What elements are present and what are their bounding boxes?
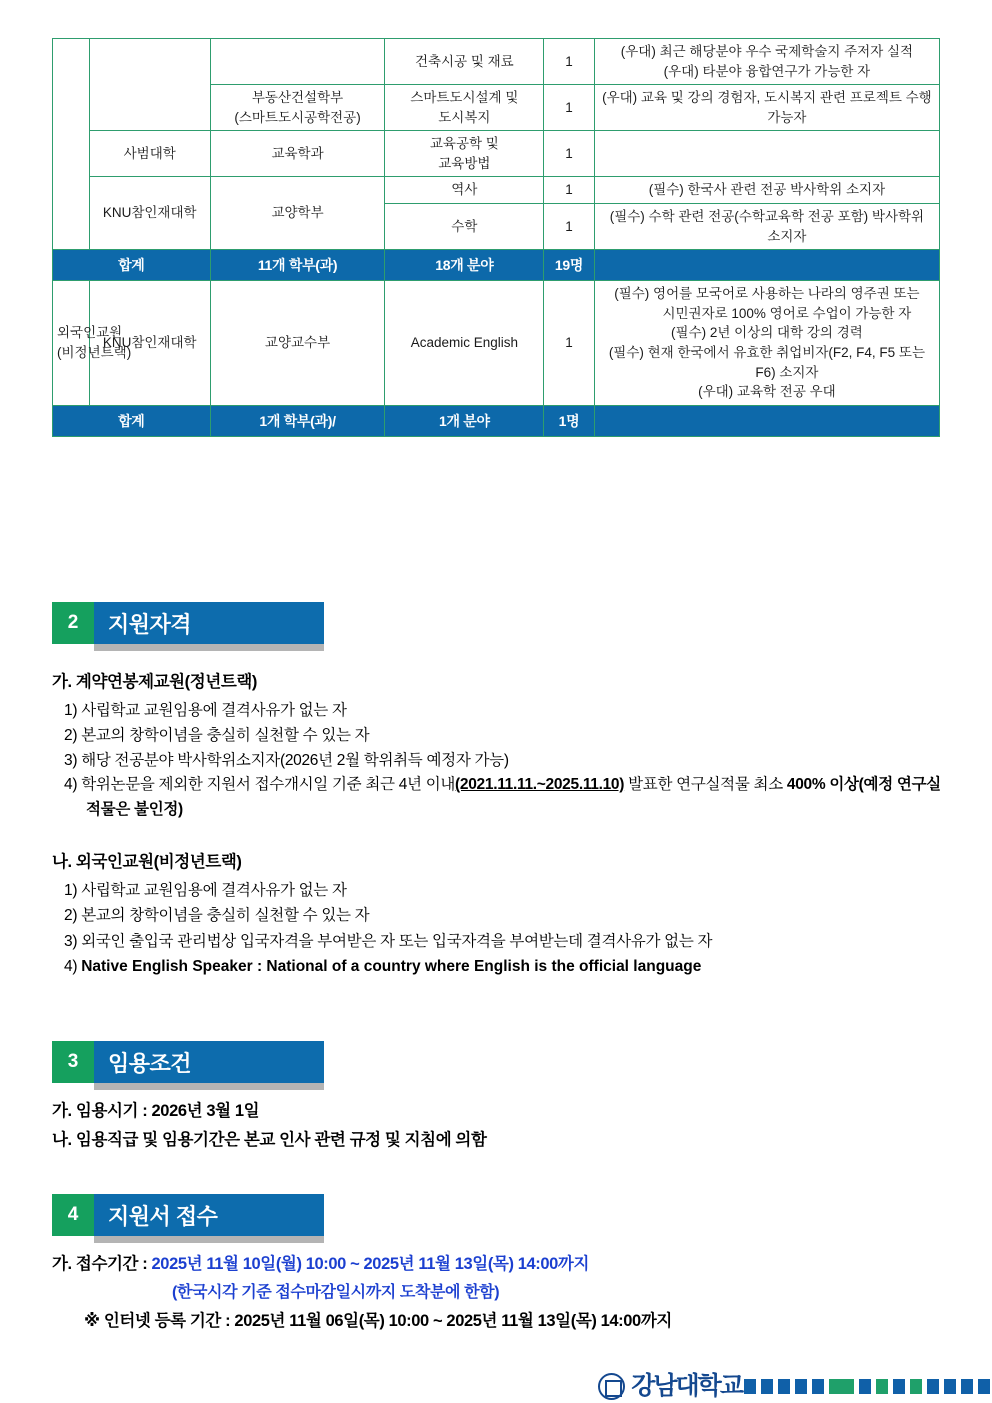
cell-count: 1 [544,203,595,249]
cell-college: 사범대학 [89,131,210,177]
summary-field: 18개 분야 [385,250,544,281]
application-period-note: (한국시각 기준 접수마감일시까지 도착분에 한함) [172,1283,500,1301]
section-4-shadow [94,1236,324,1243]
cell-dept: 교육학과 [210,131,385,177]
cell-count: 1 [544,131,595,177]
qual-line: (필수) 한국사 관련 전공 박사학위 소지자 [648,182,886,198]
appointment-terms-line: 나. 임용직급 및 임용기간은 본교 인사 관련 규정 및 지침에 의함 [52,1130,487,1149]
section-4-number: 4 [52,1194,94,1236]
cell-college-blank [89,39,210,131]
item4-mid: 발표한 연구실적물 최소 [624,776,787,794]
cell-college: KNU참인재대학 [89,281,210,405]
section-3-body [52,1097,952,1155]
section-2-shadow [94,644,324,651]
dept-line-1: 부동산건설학부 [251,90,344,106]
cell-qualification [594,85,939,131]
section-2-number: 2 [52,602,94,644]
qual-line: (필수) 수학 관련 전공(수학교육학 전공 포함) 박사학위 소지자 [609,208,925,244]
item4-date-range: (2021.11.11.~2025.11.10) [455,776,625,794]
footer-square-green [910,1379,922,1394]
cell-qualification [594,281,939,405]
list-item: 1) 사립학교 교원임용에 결격사유가 없는 자 [64,702,347,719]
list-item: 2) 본교의 창학이념을 충실히 실천할 수 있는 자 [64,727,370,745]
cell-field: 역사 [385,177,544,204]
table-row [53,177,940,204]
cell-field: 건축시공 및 재료 [385,39,544,85]
field-line-2: 교육방법 [438,155,491,171]
list-item: 2) 본교의 창학이념을 충실히 실천할 수 있는 자 [64,907,370,925]
cell-qualification-empty [594,131,939,177]
qual-line: (우대) 교육학 전공 우대 [698,384,836,400]
cell-field [385,131,544,177]
section-4-title: 지원서 접수 [94,1194,324,1236]
summary-label: 합계 [53,405,211,436]
cell-qualification [594,203,939,249]
item4-prefix: 4) 학위논문을 제외한 지원서 접수개시일 기준 최근 4년 이내 [64,776,456,794]
section-2 [52,602,324,644]
type-line-1: 외국인교원 [57,325,123,341]
footer-square [778,1379,790,1394]
cell-type-blank [53,39,90,250]
group-b-label: 나. 외국인교원(비정년트랙) [52,853,242,872]
summary-count: 19명 [544,250,595,281]
cell-qualification [594,39,939,85]
qual-line: (필수) 영어를 모국어로 사용하는 나라의 영주권 또는 시민권자로 100% 영어로 수업이 가능한 자 [614,286,920,321]
university-seal-icon [598,1373,625,1400]
dept-line-2: (스마트도시공학전공) [234,109,361,125]
field-line-2: 도시복지 [438,109,491,125]
section-3-number: 3 [52,1041,94,1083]
list-item-4 [52,773,952,822]
qual-line: (필수) 2년 이상의 대학 강의 경력 [671,325,863,341]
section-4-body [52,1250,952,1336]
group-a-list [52,698,952,822]
item4-tail: 400% 이상(예정 연구실적물은 불인정) [86,776,941,818]
footer-square [978,1379,990,1394]
footer-square-strip [744,1379,990,1394]
application-period-label: 가. 접수기간 : [52,1255,152,1273]
list-item: 1) 사립학교 교원임용에 결격사유가 없는 자 [64,882,347,900]
type-line-2: (비정년트랙) [57,345,132,361]
appointment-date-line: 가. 임용시기 : 2026년 3월 1일 [52,1102,260,1120]
summary-label: 합계 [53,250,211,281]
item4-english: Native English Speaker : National of a country where English is the official language [81,957,702,975]
qual-line: (우대) 타분야 융합연구가 가능한 자 [663,63,871,79]
university-name: 강남대학교 [631,1371,742,1400]
recruitment-table [52,38,940,437]
cell-field [385,85,544,131]
table-row [53,131,940,177]
footer-square [927,1379,939,1394]
group-b-list [52,878,952,978]
group-a-label: 가. 계약연봉제교원(정년트랙) [52,673,258,691]
list-item-4 [52,954,952,979]
footer-square [761,1379,773,1394]
summary-field: 1개 분야 [385,405,544,436]
section-4 [52,1194,324,1236]
footer-square [795,1379,807,1394]
qual-line: (필수) 현재 한국에서 유효한 취업비자(F2, F4, F5 또는 F6) 소지자 [608,345,926,380]
summary-qual-blank [594,405,939,436]
cell-count: 1 [544,177,595,204]
cell-college: KNU참인재대학 [89,177,210,250]
cell-dept: 교양학부 [210,177,385,250]
footer-square-green [876,1379,888,1394]
table-row-foreign [53,281,940,405]
list-item: 3) 해당 전공분야 박사학위소지자(2026년 2월 학위취득 예정자 가능) [64,752,509,770]
cell-count: 1 [544,85,595,131]
footer-square-green [829,1379,854,1394]
summary-qual-blank [594,250,939,281]
qual-line: (우대) 교육 및 강의 경험자, 도시복지 관련 프로젝트 수행 가능자 [602,90,932,125]
section-3-title: 임용조건 [94,1041,324,1083]
section-3-shadow [94,1083,324,1090]
section-2-title: 지원자격 [94,602,324,644]
table-summary-row-1 [53,250,940,281]
summary-dept: 1개 학부(과)/ [210,405,385,436]
cell-dept-blank [210,39,385,85]
list-item: 3) 외국인 출입국 관리법상 입국자격을 부여받은 자 또는 입국자격을 부여받는데 결격사유가 없는 자 [64,932,713,950]
application-period-line [52,1250,952,1279]
cell-dept [210,85,385,131]
section-3 [52,1041,324,1083]
footer-square [961,1379,973,1394]
footer-square [859,1379,871,1394]
footer-square [944,1379,956,1394]
field-line-1: 교육공학 및 [429,136,499,152]
item4-number: 4) [64,957,78,975]
summary-dept: 11개 학부(과) [210,250,385,281]
cell-field: 수학 [385,203,544,249]
application-period-value: 2025년 11월 10일(월) 10:00 ~ 2025년 11월 13일(목) 14:00까지 [151,1255,590,1273]
cell-type-foreign [53,281,132,405]
page-footer [0,1369,992,1403]
online-registration-line: ※ 인터넷 등록 기간 : 2025년 11월 06일(목) 10:00 ~ 2025년 11월 13일(목) 14:00까지 [84,1311,672,1330]
cell-count: 1 [544,281,595,405]
cell-qualification [594,177,939,204]
footer-square [744,1379,756,1394]
cell-field: Academic English [385,281,544,405]
section-4-header [52,1194,324,1236]
table-row [53,39,940,85]
cell-dept: 교양교수부 [210,281,385,405]
section-3-header [52,1041,324,1083]
summary-count: 1명 [544,405,595,436]
footer-square [893,1379,905,1394]
table-summary-row-2 [53,405,940,436]
section-2-body [52,668,952,979]
qual-line: (우대) 최근 해당분야 우수 국제학술지 주저자 실적 [620,44,914,59]
recruitment-table-container [52,38,940,437]
cell-count: 1 [544,39,595,85]
section-2-header [52,602,324,644]
field-line-1: 스마트도시설계 및 [410,90,519,106]
footer-square [812,1379,824,1394]
